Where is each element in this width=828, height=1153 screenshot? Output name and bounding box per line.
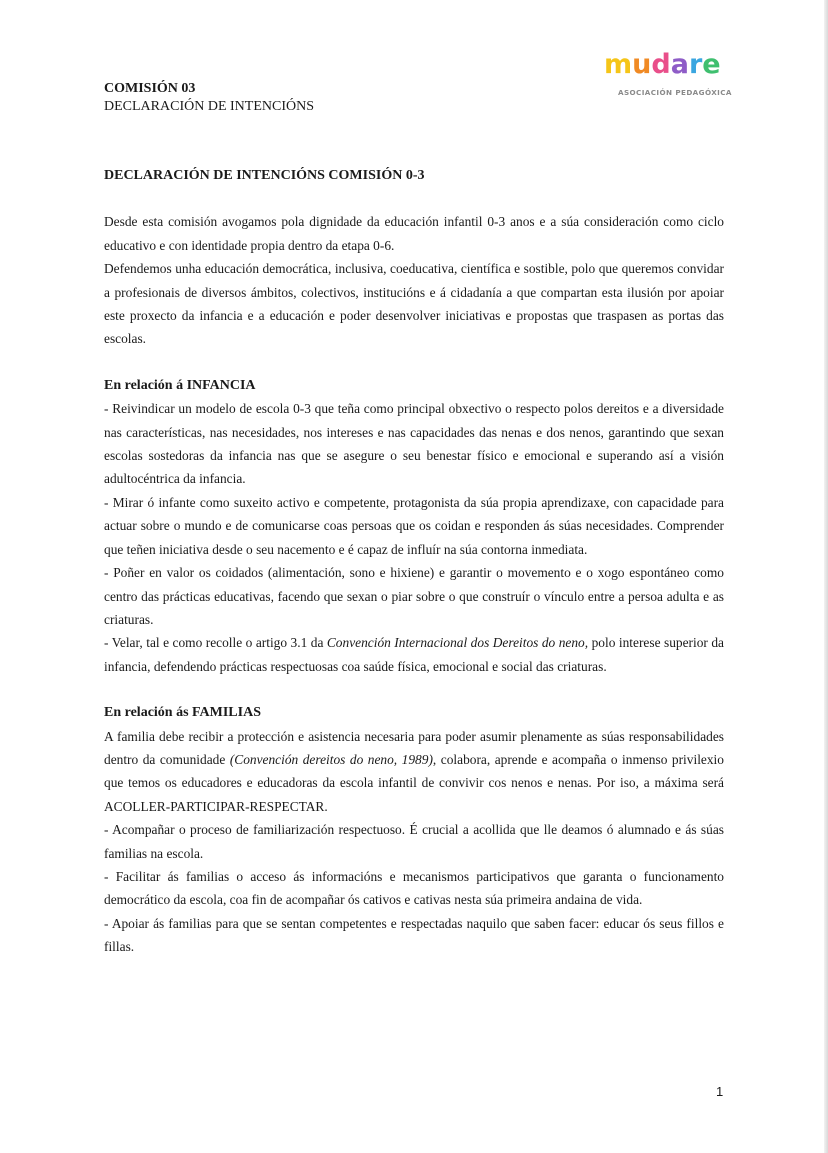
committee-label: COMISIÓN 03 <box>104 81 196 96</box>
infancia-item-2: - Mirar ó infante como suxeito activo e competente, protagonista da súa propia aprendizaxe, con capacidade para actuar sobre o mundo e de comunicarse coas persoas que os coidan e responden ás súas necesidades. Comprender que teñen iniciativa desde o seu nacemento e é capaz de influír na súa contorna inmediata. <box>104 494 724 557</box>
spacer <box>104 678 724 701</box>
logo-letter-a: a <box>670 49 689 80</box>
page-number: 1 <box>716 1084 724 1099</box>
infancia-item-4 <box>104 631 724 678</box>
infancia-item-1: - Reivindicar un modelo de escola 0-3 que teña como principal obxectivo o respecto polos dereitos e a diversidade nas características, nas necesidades, nos intereses e nas capacidades das nenas e dos nenos, garantindo que sexan escolas sostedoras da infancia nas que se asegure o seu benestar físico e emocional e superando así a visión adultocéntrica da infancia. <box>104 401 724 487</box>
convention-reference: Convención Internacional dos Dereitos do neno, <box>326 635 589 651</box>
familias-intro <box>104 725 724 819</box>
infancia-item-4-start: - Velar, tal e como recolle o artigo 3.1 da <box>104 635 327 651</box>
logo-letter-e: e <box>702 49 721 80</box>
document-header <box>104 80 314 116</box>
header-subtitle: DECLARACIÓN DE INTENCIÓNS <box>104 99 314 114</box>
familias-item-3: - Apoiar ás familias para que se sentan competentes e respectadas naquilo que saben facer: educar ós seus fillos e fillas. <box>104 915 724 955</box>
familias-intro-end: , colabora, aprende e acompaña o inmenso privilexio que temos os educadores e educadoras da escola infantil de convivir cos nenos e nenas. Por iso, a máxima será ACOLLER-PARTICIPAR-RESPECTAR. <box>104 751 724 814</box>
familias-item-1: - Acompañar o proceso de familiarización respectuoso. É crucial a acollida que lle deamos ó alumnado e ás súas familias na escola. <box>104 822 724 861</box>
infancia-item-3: - Poñer en valor os coidados (alimentación, sono e hixiene) e garantir o movemento e o xogo espontáneo como centro das prácticas educativas, facendo que sexan o piar sobre o que construír o vínculo entre a persoa adulta e as criaturas. <box>104 565 724 627</box>
logo-subtitle: ASOCIACIÓN PEDAGÓXICA <box>618 88 732 97</box>
document-body <box>104 164 724 959</box>
page-edge <box>824 0 828 1153</box>
document-title: DECLARACIÓN DE INTENCIÓNS COMISIÓN 0-3 <box>104 168 425 183</box>
logo-letter-m: m <box>604 49 633 80</box>
infancia-item-4-end: polo interese superior da infancia, defendendo prácticas respectuosas coa saúde física, emocional e social das criaturas. <box>104 635 724 674</box>
intro-paragraph-2: Defendemos unha educación democrática, inclusiva, coeducativa, científica e sostible, polo que queremos convidar a profesionais de diversos ámbitos, colectivos, institucións e á cidadanía a que compartan esta ilusión por apoiar este proxecto da infancia e a educación e poder desenvolver iniciativas e propostas que traspasen as portas das escolas. <box>104 261 724 347</box>
logo-letter-u: u <box>632 49 652 80</box>
logo-wordmark <box>604 50 754 80</box>
convention-citation: (Convención dereitos do neno, 1989) <box>229 751 433 767</box>
section-heading-infancia: En relación á INFANCIA <box>104 377 256 393</box>
mudare-logo <box>604 50 754 102</box>
intro-paragraph-1: Desde esta comisión avogamos pola dignidade da educación infantil 0-3 anos e a súa consideración como ciclo educativo e con identidade propia dentro da etapa 0-6. <box>104 214 724 253</box>
spacer <box>104 351 724 374</box>
familias-item-2: - Facilitar ás familias o acceso ás informacións e mecanismos participativos que garanta o funcionamento democrático da escola, coa fin de acompañar ós cativos e cativas nesta súa primeira andaina de vida. <box>104 868 724 908</box>
logo-letter-d: d <box>651 49 671 80</box>
familias-intro-start: A familia debe recibir a protección e asistencia necesaria para poder asumir plenamente as súas responsabilidades dentro da comunidade <box>104 728 724 767</box>
section-heading-familias: En relación ás FAMILIAS <box>104 705 261 721</box>
logo-letter-r: r <box>688 49 703 80</box>
